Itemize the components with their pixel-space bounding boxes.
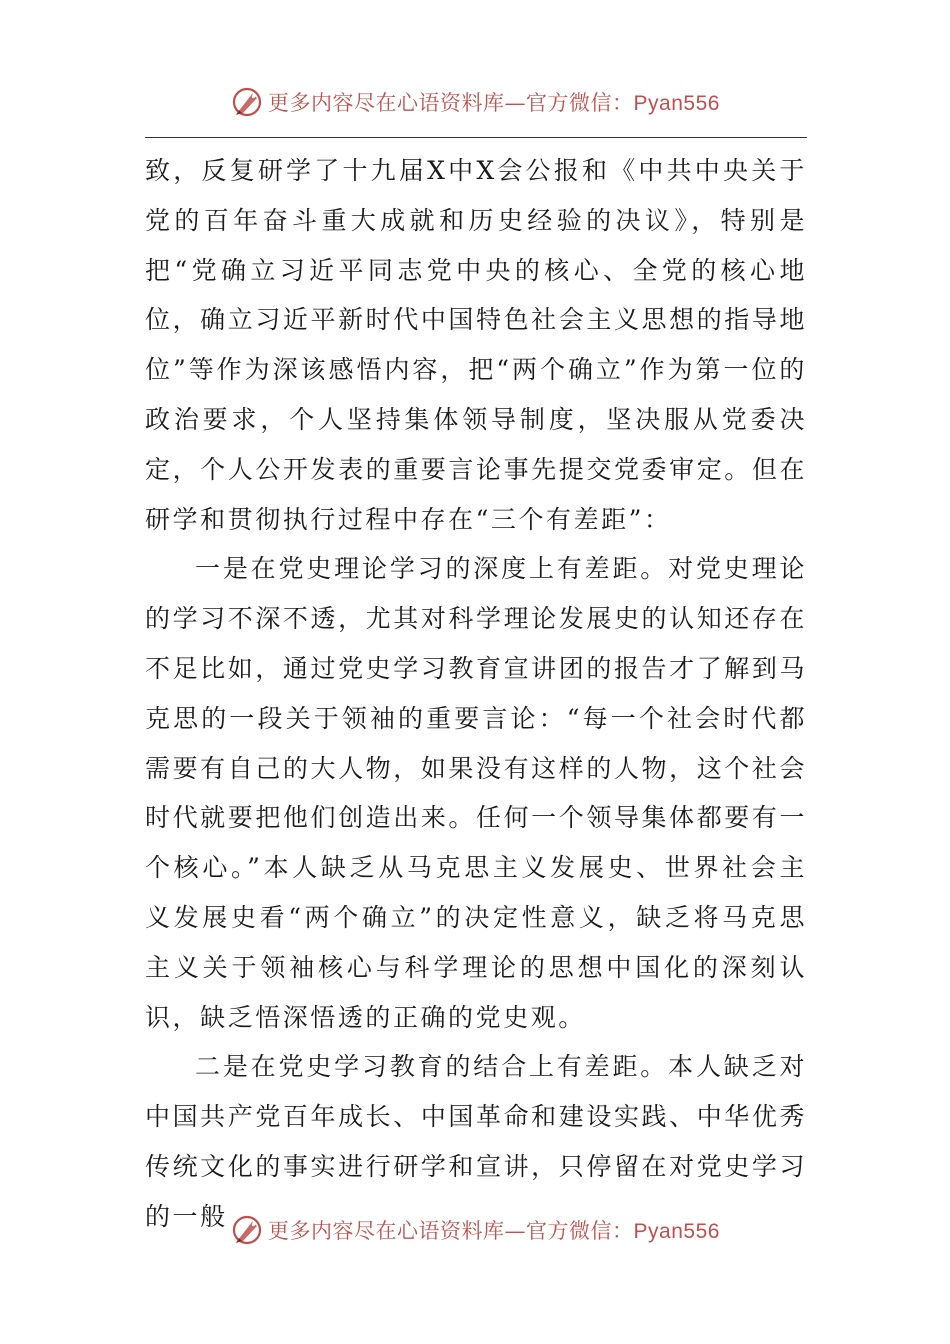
footer-banner-dash: —: [504, 1219, 527, 1243]
header-banner-dash: —: [504, 91, 527, 115]
paragraph-1: 致，反复研学了十九届X中X会公报和《中共中央关于党的百年奋斗重大成就和历史经验的决议》，特别是把“党确立习近平同志党中央的核心、全党的核心地位，确立习近平新时代中国特色社会主义思想的指导地位”等作为深该感悟内容，把“两个确立”作为第一位的政治要求，个人坚持集体领导制度，坚决服从党委决定，个人公开发表的重要言论事先提交党委审定。但在研学和贯彻执行过程中存在“三个有差距”：: [145, 156, 807, 534]
header-banner-wechat-label: 官方微信：: [526, 91, 634, 115]
pen-nib-logo-icon: [230, 85, 264, 119]
footer-banner-wechat-label: 官方微信：: [526, 1219, 634, 1243]
pen-nib-logo-icon: [230, 1213, 264, 1247]
header-banner-main: 更多内容尽在心语资料库: [268, 91, 505, 115]
header-banner-wechat-id: Pyan556: [633, 92, 720, 115]
paragraph-2: 一是在党史理论学习的深度上有差距。对党史理论的学习不深不透，尤其对科学理论发展史的认知还存在不足比如，通过党史学习教育宣讲团的报告才了解到马克思的一段关于领袖的重要言论：“每一个社会时代都需要有自己的大人物，如果没有这样的人物，这个社会时代就要把他们创造出来。任何一个领导集体都要有一个核心。”本人缺乏从马克思主义发展史、世界社会主义发展史看“两个确立”的决定性意义，缺乏将马克思主义关于领袖核心与科学理论的思想中国化的深刻认识，缺乏悟深悟透的正确的党史观。: [145, 554, 807, 1032]
paragraph-3: 二是在党史学习教育的结合上有差距。本人缺乏对中国共产党百年成长、中国革命和建设实践、中华优秀传统文化的事实进行研学和宣讲，只停留在对党史学习的一般: [145, 1052, 807, 1231]
footer-banner-wechat-id: Pyan556: [633, 1220, 720, 1243]
footer-banner: [0, 1210, 950, 1250]
header-banner-text: [268, 87, 720, 117]
footer-banner-text: [268, 1215, 720, 1245]
document-body: [145, 146, 807, 1242]
footer-banner-main: 更多内容尽在心语资料库: [268, 1219, 505, 1243]
header-divider: [145, 137, 807, 138]
header-banner: [0, 82, 950, 122]
